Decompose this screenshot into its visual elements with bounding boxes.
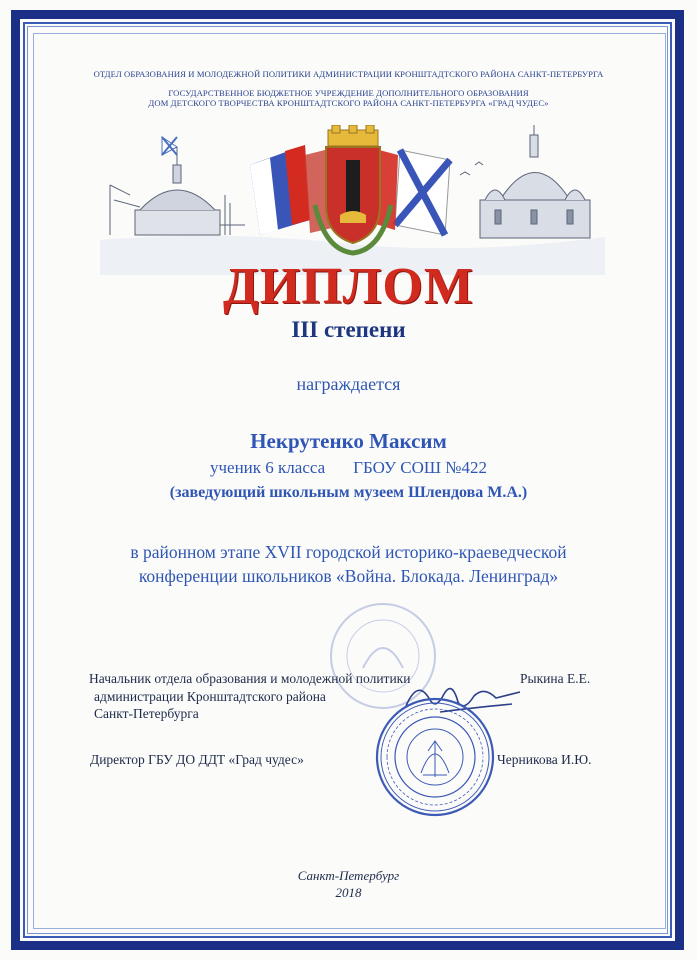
recipient-grade: ученик 6 класса: [209, 458, 326, 477]
event-description-line1: в районном этапе XVII городской историко-краеведческой: [130, 542, 567, 562]
recipient-name: Некрутенко Максим: [250, 429, 447, 453]
signer1-role-line3: Санкт-Петербурга: [94, 706, 199, 721]
header-institution: ГОСУДАРСТВЕННОЕ БЮДЖЕТНОЕ УЧРЕЖДЕНИЕ ДОПОЛНИТЕЛЬНОГО ОБРАЗОВАНИЯ: [168, 88, 529, 98]
curator-note: (заведующий школьным музеем Шлендова М.А.): [169, 484, 528, 501]
diploma-title: ДИПЛОМ: [223, 258, 474, 315]
recipient-details: [0, 458, 697, 478]
signer1-role-line2: администрации Кронштадтского района: [94, 689, 326, 704]
naval-cathedral-icon: [480, 125, 590, 238]
header-department: ОТДЕЛ ОБРАЗОВАНИЯ И МОЛОДЕЖНОЙ ПОЛИТИКИ АДМИНИСТРАЦИИ КРОНШТАДТСКОГО РАЙОНА САНКТ-ПЕТЕРБУРГА: [93, 69, 604, 79]
birds-icon: [460, 162, 483, 175]
kronstadt-shield-icon: [315, 125, 391, 253]
event-description-line2: конференции школьников «Война. Блокада. Ленинград»: [138, 566, 559, 586]
left-fortress-icon: [110, 137, 245, 235]
official-round-stamp: [373, 695, 497, 819]
kronstadt-emblem-illustration: [100, 125, 605, 275]
awarded-label: награждается: [296, 374, 401, 394]
signer2-name: Черникова И.Ю.: [497, 752, 592, 767]
diploma-degree: III степени: [291, 317, 406, 342]
header-house-of-creativity: ДОМ ДЕТСКОГО ТВОРЧЕСТВА КРОНШТАДТСКОГО РАЙОНА САНКТ-ПЕТЕРБУРГА «ГРАД ЧУДЕС»: [148, 98, 549, 108]
recipient-school: ГБОУ СОШ №422: [353, 458, 487, 477]
footer-city: Санкт-Петербург: [297, 868, 400, 883]
signer2-role: Директор ГБУ ДО ДДТ «Град чудес»: [90, 752, 304, 767]
footer-year: 2018: [335, 885, 362, 900]
signer1-name: Рыкина Е.Е.: [520, 671, 591, 686]
signer1-role-line1: Начальник отдела образования и молодежной политики: [89, 671, 411, 686]
